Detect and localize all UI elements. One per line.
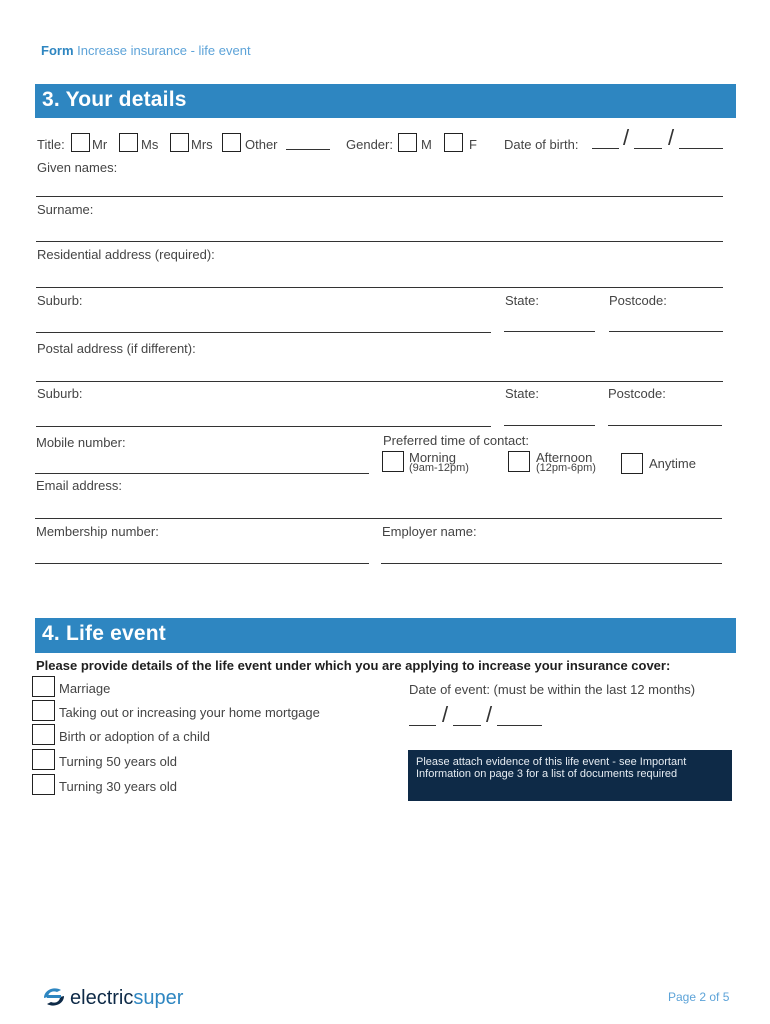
event-slash-1: / [442,702,449,727]
title-mr-label: Mr [92,137,108,152]
section-3-title: 3. Your details [42,88,187,111]
event-year-field[interactable] [497,725,542,726]
breadcrumb-title: Increase insurance - life event [77,43,251,58]
dob-label: Date of birth: [504,137,579,152]
postal-address-label: Postal address (if different): [37,341,196,356]
event-marriage-label: Marriage [59,681,111,696]
afternoon-time: (12pm-6pm) [536,462,596,474]
event-50-label: Turning 50 years old [59,754,178,769]
residential-state-field[interactable] [504,331,595,332]
brand-icon [40,984,68,1010]
residential-suburb-label: Suburb: [37,293,83,308]
gender-label: Gender: [346,137,393,152]
afternoon-label: Afternoon [536,450,593,465]
mobile-label: Mobile number: [36,435,126,450]
event-30-label: Turning 30 years old [59,779,178,794]
postal-address-field[interactable] [36,381,723,382]
title-label: Title: [37,137,65,152]
dob-slash-2: / [668,125,675,150]
dob-day-field[interactable] [592,148,619,149]
event-mortgage-checkbox[interactable] [32,700,55,721]
mobile-field[interactable] [35,473,369,474]
residential-state-label: State: [505,293,539,308]
event-month-field[interactable] [453,725,481,726]
gender-m-checkbox[interactable] [398,133,417,152]
given-names-field[interactable] [36,196,723,197]
postal-postcode-field[interactable] [608,425,722,426]
gender-f-checkbox[interactable] [444,133,463,152]
surname-field[interactable] [36,241,723,242]
morning-label: Morning [409,450,456,465]
title-ms-checkbox[interactable] [119,133,138,152]
morning-checkbox[interactable] [382,451,404,472]
breadcrumb [41,43,251,58]
title-other-field[interactable] [286,149,330,150]
postal-suburb-field[interactable] [36,426,491,427]
dob-slash-1: / [623,125,630,150]
brand-name-a: electric [70,987,134,1009]
residential-suburb-field[interactable] [36,332,491,333]
residential-postcode-label: Postcode: [609,293,667,308]
email-label: Email address: [36,478,122,493]
section-3-header [35,84,736,118]
dob-year-field[interactable] [679,148,723,149]
electricsuper-logo [40,984,184,1012]
employer-label: Employer name: [382,524,477,539]
event-50-checkbox[interactable] [32,749,55,770]
afternoon-checkbox[interactable] [508,451,530,472]
breadcrumb-form: Form [41,43,74,58]
gender-m-label: M [421,137,432,152]
anytime-checkbox[interactable] [621,453,643,474]
evidence-notice: Please attach evidence of this life event - see Important Information on page 3 for a list of documents required [408,750,732,801]
event-day-field[interactable] [409,725,436,726]
title-other-checkbox[interactable] [222,133,241,152]
membership-label: Membership number: [36,524,159,539]
gender-f-label: F [469,137,477,152]
dob-month-field[interactable] [634,148,662,149]
employer-field[interactable] [381,563,722,564]
page-number: Page 2 of 5 [668,990,730,1004]
section-4-header [35,618,736,653]
section-4-title: 4. Life event [42,622,166,645]
email-field[interactable] [35,518,722,519]
membership-field[interactable] [35,563,369,564]
brand-name-b: super [133,987,184,1009]
preferred-contact-label: Preferred time of contact: [383,433,529,448]
title-ms-label: Ms [141,137,159,152]
title-mr-checkbox[interactable] [71,133,90,152]
postal-state-label: State: [505,386,539,401]
postal-postcode-label: Postcode: [608,386,666,401]
surname-label: Surname: [37,202,94,217]
event-slash-2: / [486,702,493,727]
event-birth-label: Birth or adoption of a child [59,729,211,744]
anytime-label: Anytime [649,456,696,471]
event-birth-checkbox[interactable] [32,724,55,745]
title-other-label: Other [245,137,278,152]
residential-address-field[interactable] [36,287,723,288]
postal-suburb-label: Suburb: [37,386,83,401]
event-marriage-checkbox[interactable] [32,676,55,697]
residential-address-label: Residential address (required): [37,247,215,262]
title-mrs-label: Mrs [191,137,213,152]
event-mortgage-label: Taking out or increasing your home mortgage [59,705,320,720]
title-mrs-checkbox[interactable] [170,133,189,152]
postal-state-field[interactable] [504,425,595,426]
given-names-label: Given names: [37,160,118,175]
life-event-instructions: Please provide details of the life event under which you are applying to increase your insurance cover: [36,658,671,673]
residential-postcode-field[interactable] [609,331,723,332]
morning-time: (9am-12pm) [409,462,469,474]
date-of-event-label: Date of event: (must be within the last 12 months) [409,682,696,697]
event-30-checkbox[interactable] [32,774,55,795]
